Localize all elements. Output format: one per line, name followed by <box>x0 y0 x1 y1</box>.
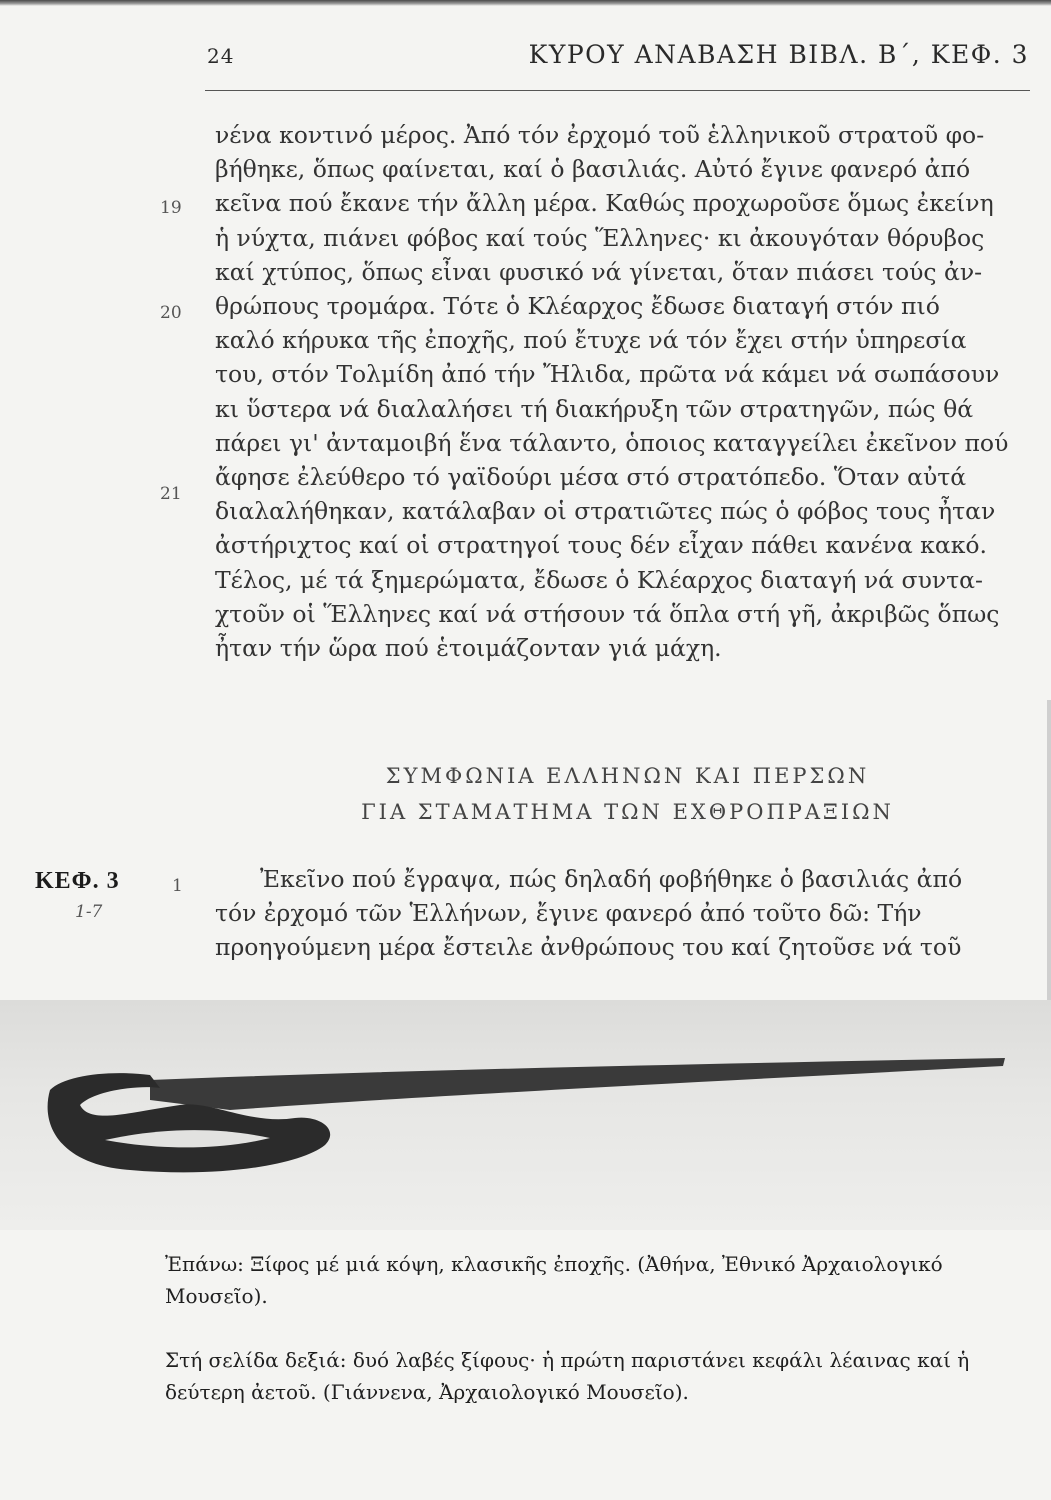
caption-right: Στή σελίδα δεξιά: δυό λαβές ξίφους· ἡ πρώτη παριστάνει κεφάλι λέαινας καί ἡ δεύτερη ἀετοῦ. (Γιάννενα, Ἀρχαιολογικό Μουσεῖο). <box>165 1348 970 1404</box>
text-line: καλό κήρυκα τῆς ἐποχῆς, πού ἔτυχε νά τόν ἔχει στήν ὑπηρεσία <box>215 326 967 355</box>
verse-number-21: 21 <box>160 484 182 504</box>
section-heading-line-2: ΓΙΑ ΣΤΑΜΑΤΗΜΑ ΤΩΝ ΕΧΘΡΟΠΡΑΞΙΩΝ <box>361 800 894 824</box>
text-line: του, στόν Τολμίδη ἀπό τήν Ἤλιδα, πρῶτα νά κάμει νά σωπάσουν <box>215 360 1000 389</box>
page-number: 24 <box>207 44 235 68</box>
caption-top: Ἐπάνω: Ξίφος μέ μιά κόψη, κλασικῆς ἐποχῆς. (Ἀθήνα, Ἐθνικό Ἀρχαιολογικό Μουσεῖο). <box>165 1252 943 1308</box>
passage-2 <box>215 862 1040 965</box>
text-line: πάρει γι' ἀνταμοιβή ἕνα τάλαντο, ὁποιος καταγγείλει ἐκεῖνον πού <box>215 428 1009 457</box>
sword-blade <box>150 1058 1005 1110</box>
section-heading-line-1: ΣΥΜΦΩΝΙΑ ΕΛΛΗΝΩΝ ΚΑΙ ΠΕΡΣΩΝ <box>385 764 870 788</box>
text-line: τόν ἐρχομό τῶν Ἑλλήνων, ἔγινε φανερό ἀπό τοῦτο δῶ: Τήν <box>215 899 922 928</box>
text-line: Ἐκεῖνο πού ἔγραψα, πώς δηλαδή φοβήθηκε ὁ βασιλιάς ἀπό <box>260 865 963 893</box>
scan-right-edge <box>1047 700 1051 1040</box>
text-line: καί χτύπος, ὅπως εἶναι φυσικό νά γίνεται, ὅταν πιάσει τούς ἀν- <box>215 257 983 286</box>
text-line: ἦταν τήν ὥρα πού ἑτοιμάζονταν γιά μάχη. <box>215 634 722 663</box>
text-line: Τέλος, μέ τά ξημερώματα, ἔδωσε ὁ Κλέαρχος διαταγή νά συντα- <box>215 565 983 594</box>
chapter-label: ΚΕΦ. 3 <box>35 868 120 894</box>
text-line: προηγούμενη μέρα ἔστειλε ἀνθρώπους του καί ζητοῦσε νά τοῦ <box>215 933 962 962</box>
text-line: ἀστήριχτος καί οἱ στρατηγοί τους δέν εἶχαν πάθει κανένα κακό. <box>215 531 988 560</box>
text-line: θρώπους τρομάρα. Τότε ὁ Κλέαρχος ἔδωσε διαταγή στόν πιό <box>215 292 940 321</box>
text-line: ἄφησε ἐλεύθερο τό γαϊδούρι μέσα στό στρατόπεδο. Ὅταν αὐτά <box>215 463 967 492</box>
verse-number-20: 20 <box>160 303 182 323</box>
verse-number-19: 19 <box>160 198 182 218</box>
text-line: κεῖνα πού ἔκανε τήν ἄλλη μέρα. Καθώς προχωροῦσε ὅμως ἐκείνη <box>215 189 994 218</box>
passage-1 <box>215 118 1040 665</box>
sword-photo <box>0 1030 1051 1200</box>
running-head: ΚΥΡΟΥ ΑΝΑΒΑΣΗ ΒΙΒΛ. Β΄, ΚΕΦ. 3 <box>528 40 1029 69</box>
page-header <box>0 40 1051 80</box>
verse-number-1: 1 <box>172 876 183 896</box>
text-line: ἡ νύχτα, πιάνει φόβος καί τούς Ἕλληνες· κι ἀκουγόταν θόρυβος <box>215 223 985 252</box>
text-line: χτοῦν οἱ Ἕλληνες καί νά στήσουν τά ὅπλα στή γῆ, ἀκριβῶς ὅπως <box>215 599 1000 628</box>
text-line: κι ὕστερα νά διαλαλήσει τή διακήρυξη τῶν στρατηγῶν, πώς θά <box>215 394 974 423</box>
scan-top-edge <box>0 0 1051 6</box>
chapter-range: 1-7 <box>75 902 103 922</box>
header-rule <box>205 90 1030 91</box>
text-line: βήθηκε, ὅπως φαίνεται, καί ὁ βασιλιάς. Αὐτό ἔγινε φανερό ἀπό <box>215 155 971 184</box>
text-line: διαλαλήθηκαν, κατάλαβαν οἱ στρατιῶτες πώς ὁ φόβος τους ἦταν <box>215 497 996 526</box>
text-line: νένα κοντινό μέρος. Ἀπό τόν ἐρχομό τοῦ ἑλληνικοῦ στρατοῦ φο- <box>215 121 985 149</box>
